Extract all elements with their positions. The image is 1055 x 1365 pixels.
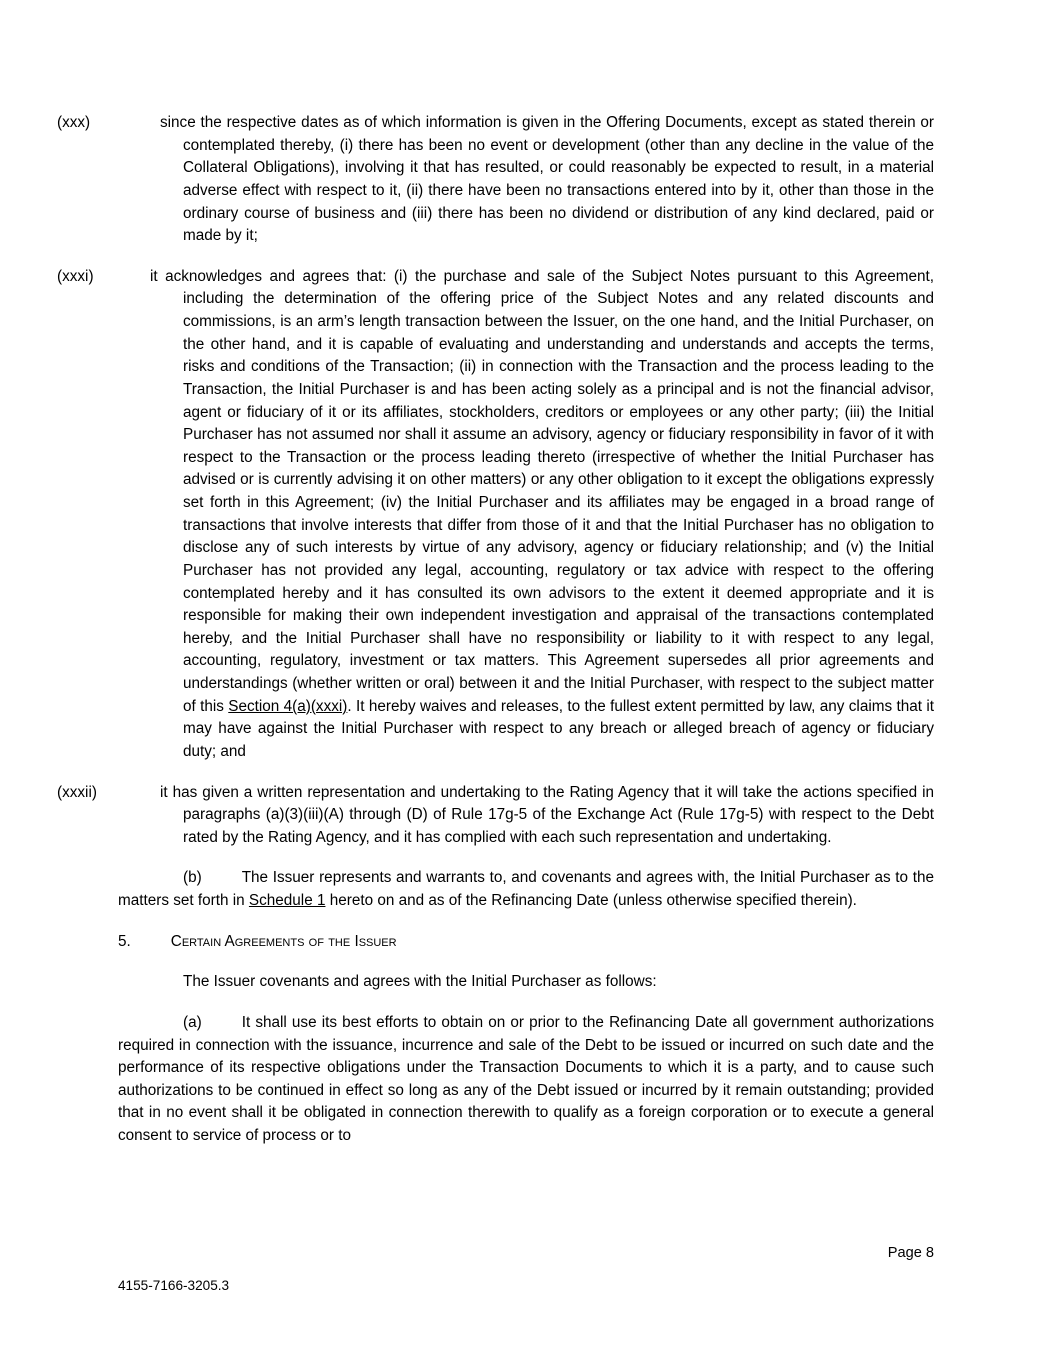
document-identifier: 4155-7166-3205.3 xyxy=(118,1278,230,1293)
paragraph-xxxi: (xxxi) it acknowledges and agrees that: (i) the purchase and sale of the Subject Notes pursuant to this Agreement, including the determination of the offering price of the Subject Notes and any related discounts and commissions, is an arm’s length transaction between the Issuer, on the one hand, and the Initial Purchaser, on the other hand, and it is capable of evaluating and understanding and understands and accepts the terms, risks and conditions of the Transaction; (ii) in connection with the Transaction and the process leading to the Transaction, the Initial Purchaser is and has been acting solely as a principal and is not the financial advisor, agent or fiduciary of it or its affiliates, stockholders, creditors or employees or any other party; (iii) the Initial Purchaser has not assumed nor shall it assume an advisory, agency or fiduciary responsibility in favor of it with respect to the Transaction or the process leading thereto (irrespective of whether the Initial Purchaser has advised or is currently advising it on other matters) or any other obligation to it except the obligations expressly set forth in this Agreement; (iv) the Initial Purchaser and its affiliates may be engaged in a broad range of transactions that involve interests that differ from those of it and that the Initial Purchaser has no obligation to disclose any of such interests by virtue of any advisory, agency or fiduciary relationship; and (v) the Initial Purchaser has not provided any legal, accounting, regulatory or tax advice with respect to the offering contemplated hereby and it has consulted its own advisors to the extent it deemed appropriate and it is responsible for making their own independent investigation and appraisal of the transactions contemplated hereby, and the Initial Purchaser shall have no responsibility or liability to it with respect to any legal, accounting, regulatory, investment or tax matters. This Agreement supersedes all prior agreements and understandings (whether written or oral) between it and the Initial Purchaser, with respect to the subject matter of this Section 4(a)(xxxi). It hereby waives and releases, to the fullest extent permitted by law, any claims that it may have against the Initial Purchaser with respect to any breach or alleged breach of agency or fiduciary duty; and xyxy=(57,267,934,760)
page-footer xyxy=(0,1245,1055,1365)
paragraph-xxx: (xxx) since the respective dates as of which information is given in the Offering Documents, except as stated therein or contemplated thereby, (i) there has been no event or development (other than any decline in the value of the Collateral Obligations), involving it that has resulted, or could reasonably be expected to result, in a material adverse effect with respect to it, (ii) there have been no transactions entered into by it, other than those in the ordinary course of business and (iii) there has been no dividend or distribution of any kind declared, paid or made by it; xyxy=(57,114,934,245)
lead-in-text: The Issuer covenants and agrees with the Initial Purchaser as follows: xyxy=(183,973,657,991)
paragraph-xxxi-text-part2: . It hereby waives and releases, to the fullest extent permitted by law, any claims that it may have against the Initial Purchaser with respect to any breach or alleged breach of agency or fiduciary duty; and xyxy=(183,697,934,760)
section-number: 5. xyxy=(118,932,131,950)
paragraph-b-text-part1: The Issuer represents and warrants to, and covenants and agrees with, the Initial Purchaser as to the matters set forth in xyxy=(118,869,934,909)
page-number: Page 8 xyxy=(887,1245,934,1261)
page-content xyxy=(57,112,934,1148)
cross-reference-schedule-1[interactable]: Schedule 1 xyxy=(248,892,326,909)
cross-reference-section-4a-xxxi[interactable]: Section 4(a)(xxxi) xyxy=(228,697,348,715)
paragraph-b xyxy=(118,867,934,912)
section-heading-5 xyxy=(118,931,934,954)
paragraph-marker-b: (b) xyxy=(183,869,202,887)
paragraph-a xyxy=(118,1012,934,1148)
section-title: Certain Agreements of the Issuer xyxy=(170,932,397,950)
paragraph-xxxii: (xxxii) it has given a written representation and undertaking to the Rating Agency that it will take the actions specified in paragraphs (a)(3)(iii)(A) through (D) of Rule 17g-5 of the Exchange Act (Rule 17g-5) with respect to the Debt rated by the Rating Agency, and it has complied with each such representation and undertaking. xyxy=(57,783,934,846)
paragraph-lead-in xyxy=(118,971,934,994)
paragraph-b-text-part2: hereto on and as of the Refinancing Date (unless otherwise specified therein). xyxy=(325,892,857,909)
paragraph-xxxi-text-part1: it acknowledges and agrees that: (i) the purchase and sale of the Subject Notes pursuant to this Agreement, including the determination of the offering price of the Subject Notes and any related discounts and commissions, is an arm’s length transaction between the Issuer, on the one hand, and the Initial Purchaser, on the other hand, and it is capable of evaluating and understanding and understands and accepts the terms, risks and conditions of the Transaction; (ii) in connection with the Transaction and the process leading to the Transaction, the Initial Purchaser is and has been acting solely as a principal and is not the financial advisor, agent or fiduciary of it or its affiliates, stockholders, creditors or employees or any other party; (iii) the Initial Purchaser has not assumed nor shall it assume an advisory, agency or fiduciary responsibility in favor of it with respect to the Transaction or the process leading thereto (irrespective of whether the Initial Purchaser has advised or is currently advising it on other matters) or any other obligation to it except the obligations expressly set forth in this Agreement; (iv) the Initial Purchaser and its affiliates may be engaged in a broad range of transactions that involve interests that differ from those of it and that the Initial Purchaser has no obligation to disclose any of such interests by virtue of any advisory, agency or fiduciary relationship; and (v) the Initial Purchaser has not provided any legal, accounting, regulatory or tax advice with respect to the offering contemplated hereby and it has consulted its own advisors to the extent it deemed appropriate and it is responsible for making their own independent investigation and appraisal of the transactions contemplated hereby, and the Initial Purchaser shall have no responsibility or liability to it with respect to any legal, accounting, regulatory, investment or tax matters. This Agreement supersedes all prior agreements and understandings (whether written or oral) between it and the Initial Purchaser, with respect to the subject matter of this xyxy=(150,267,934,715)
paragraph-xxxii-text: it has given a written representation and undertaking to the Rating Agency that it will take the actions specified in paragraphs (a)(3)(iii)(A) through (D) of Rule 17g-5 of the Exchange Act (Rule 17g-5) with respect to the Debt rated by the Rating Agency, and it has complied with each such representation and undertaking. xyxy=(160,783,934,846)
paragraph-marker-a: (a) xyxy=(183,1013,202,1031)
paragraph-a-text: It shall use its best efforts to obtain on or prior to the Refinancing Date all government authorizations required in connection with the issuance, incurrence and sale of the Debt to be issued or incurred on such date and the performance of its respective obligations under the Transaction Documents to which it is a party, and to cause such authorizations to be continued in effect so long as any of the Debt issued or incurred by it remain outstanding; provided that in no event shall it be obligated in connection therewith to qualify as a foreign corporation or to execute a general consent to service of process or to xyxy=(118,1013,934,1144)
paragraph-xxx-text: since the respective dates as of which information is given in the Offering Documents, except as stated therein or contemplated thereby, (i) there has been no event or development (other than any decline in the value of the Collateral Obligations), involving it that has resulted, or could reasonably be expected to result, in a material adverse effect with respect to it, (ii) there have been no transactions entered into by it, other than those in the ordinary course of business and (iii) there has been no dividend or distribution of any kind declared, paid or made by it; xyxy=(160,114,934,245)
